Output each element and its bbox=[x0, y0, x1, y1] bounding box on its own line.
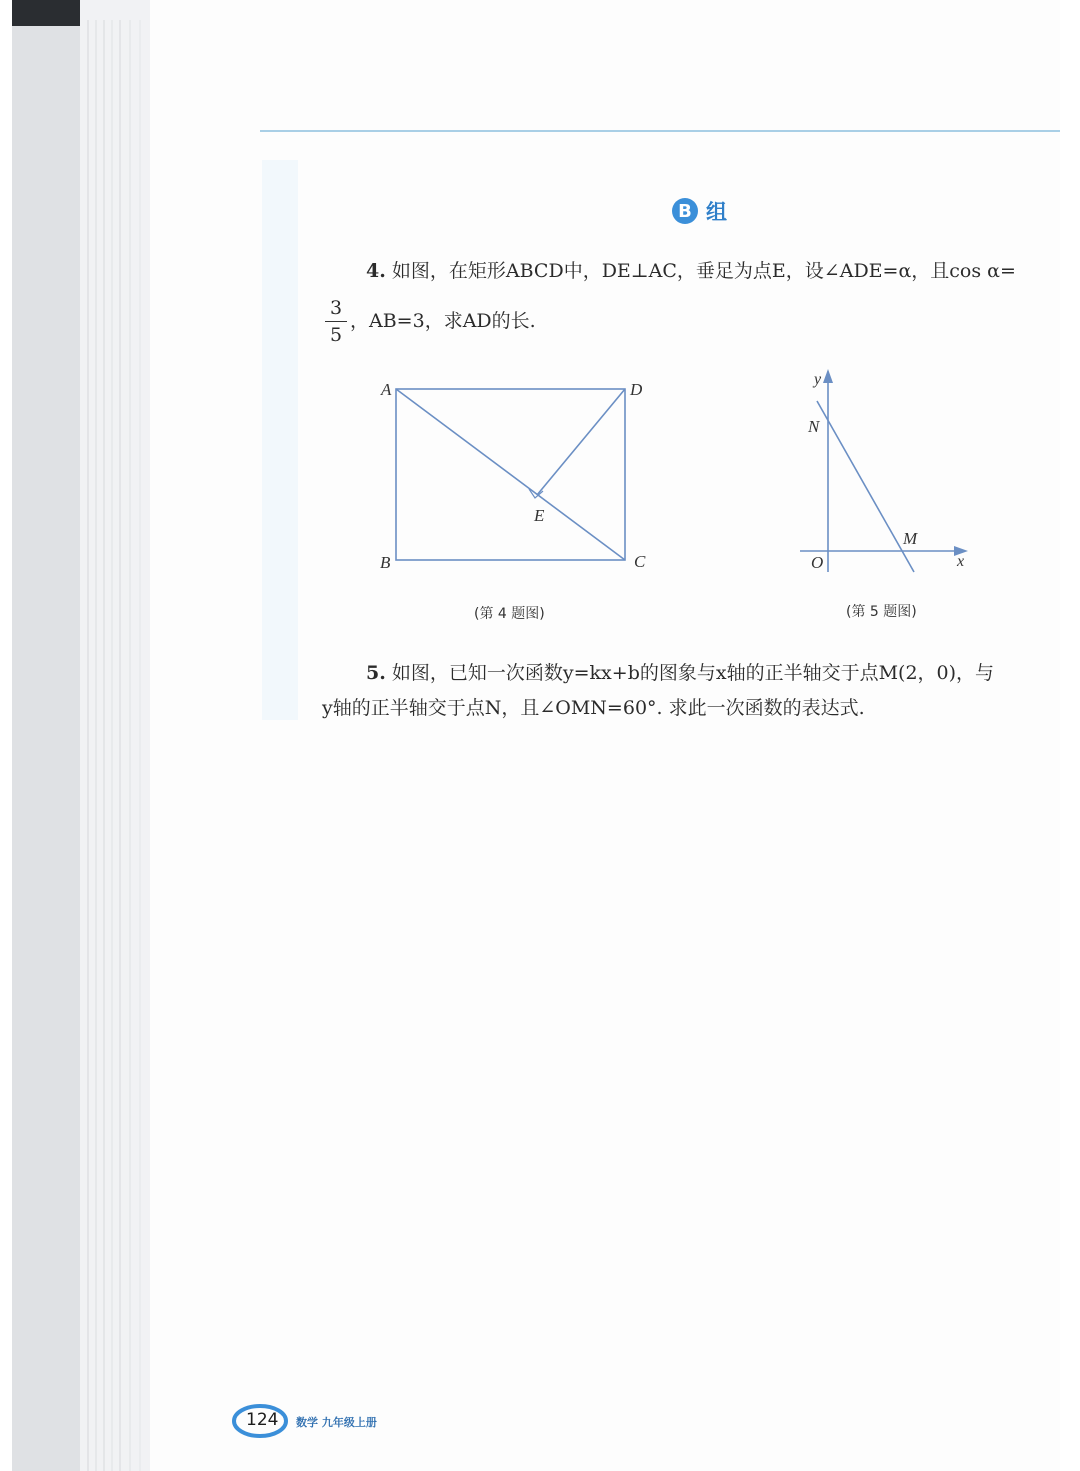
figure-5-diagram bbox=[790, 365, 980, 580]
diagonal-ac bbox=[396, 389, 625, 560]
label-n: N bbox=[808, 417, 820, 436]
label-c: C bbox=[634, 552, 646, 571]
figure-5-caption: (第 5 题图) bbox=[846, 604, 917, 620]
label-b: B bbox=[380, 553, 391, 572]
label-o: O bbox=[811, 553, 824, 572]
problem-5-line-2: y轴的正半轴交于点N，且∠OMN=60°. 求此一次函数的表达式. bbox=[322, 697, 865, 719]
fraction-denominator: 5 bbox=[329, 324, 343, 346]
section-badge: B bbox=[672, 198, 698, 224]
problem-5-line-1 bbox=[366, 660, 994, 686]
page-number: 124 bbox=[246, 1410, 279, 1430]
label-d: D bbox=[630, 380, 643, 399]
book-title: 数学 九年级上册 bbox=[296, 1416, 377, 1429]
fraction-numerator: 3 bbox=[329, 297, 343, 319]
problem-4-line-1 bbox=[366, 258, 1016, 284]
label-e: E bbox=[534, 506, 545, 525]
figure-4-caption: (第 4 题图) bbox=[474, 606, 545, 622]
fraction-bar bbox=[325, 321, 347, 322]
label-x: x bbox=[957, 553, 965, 570]
problem-4-number: 4. bbox=[366, 260, 386, 282]
label-y: y bbox=[814, 371, 822, 388]
section-header bbox=[672, 196, 727, 226]
line-mn bbox=[817, 401, 914, 572]
cos-alpha-fraction bbox=[325, 297, 347, 346]
y-axis-arrow bbox=[823, 369, 833, 383]
problem-4-line-2: ，AB=3，求AD的长. bbox=[350, 310, 536, 332]
segment-de bbox=[537, 389, 625, 495]
label-m: M bbox=[903, 529, 918, 548]
label-a: A bbox=[381, 380, 392, 399]
figure-4-diagram bbox=[370, 372, 660, 582]
problem-5-text-1: 如图，已知一次函数y=kx+b的图象与x轴的正半轴交于点M(2，0)，与 bbox=[391, 662, 995, 684]
section-title: 组 bbox=[706, 200, 727, 224]
problem-5-number: 5. bbox=[366, 662, 386, 684]
problem-4-text-1: 如图，在矩形ABCD中，DE⊥AC，垂足为点E，设∠ADE=α，且cos α= bbox=[391, 260, 1016, 282]
